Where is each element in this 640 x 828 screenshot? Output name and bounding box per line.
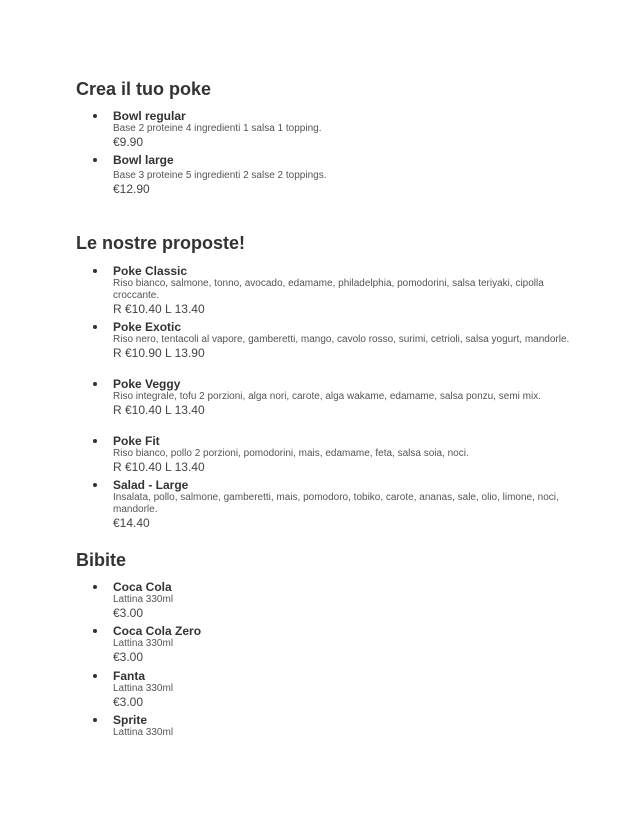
item-name: Fanta xyxy=(113,669,146,683)
section-crea-il-tuo-poke xyxy=(76,79,576,196)
item-price: €3.00 xyxy=(113,606,144,620)
item-description: Insalata, pollo, salmone, gamberetti, mais, pomodoro, tobiko, carote, ananas, sale, olio, limone, noci, mandorle. xyxy=(113,492,559,515)
item-price: R €10.40 L 13.40 xyxy=(113,302,205,316)
item-list xyxy=(76,109,576,196)
item-list xyxy=(76,580,576,739)
item-price: R €10.40 L 13.40 xyxy=(113,460,205,474)
item-name: Poke Classic xyxy=(113,264,188,278)
menu-item xyxy=(76,713,576,739)
item-price: R €10.90 L 13.90 xyxy=(113,346,205,360)
menu-item xyxy=(76,320,576,377)
menu-item xyxy=(76,478,576,530)
menu-item xyxy=(76,153,576,196)
section-title: Le nostre proposte! xyxy=(76,233,246,253)
item-name: Bowl large xyxy=(113,153,174,167)
item-price: €14.40 xyxy=(113,516,150,530)
item-name: Bowl regular xyxy=(113,109,186,123)
item-name: Poke Exotic xyxy=(113,320,182,334)
item-description: Base 3 proteine 5 ingredienti 2 salse 2 toppings. xyxy=(113,170,327,181)
menu-item xyxy=(76,109,576,153)
item-name: Coca Cola xyxy=(113,580,172,594)
section-bibite xyxy=(76,550,576,739)
item-description: Lattina 330ml xyxy=(113,727,174,738)
item-price: €3.00 xyxy=(113,695,144,709)
item-list xyxy=(76,264,576,530)
section-title: Crea il tuo poke xyxy=(76,79,212,99)
item-description: Lattina 330ml xyxy=(113,594,174,605)
item-price: €9.90 xyxy=(113,135,144,149)
item-name: Coca Cola Zero xyxy=(113,624,202,638)
section-title: Bibite xyxy=(76,550,127,570)
menu-item xyxy=(76,264,576,320)
item-description: Lattina 330ml xyxy=(113,638,174,649)
item-price: R €10.40 L 13.40 xyxy=(113,403,205,417)
item-name: Poke Fit xyxy=(113,434,160,448)
item-name: Sprite xyxy=(113,713,148,727)
menu-item xyxy=(76,624,576,669)
item-description: Base 2 proteine 4 ingredienti 1 salsa 1 topping. xyxy=(113,123,322,134)
item-description: Riso nero, tentacoli al vapore, gamberetti, mango, cavolo rosso, surimi, cetrioli, salsa yogurt, mandorle. xyxy=(113,334,570,345)
menu-item xyxy=(76,377,576,434)
item-price: €3.00 xyxy=(113,650,144,664)
menu-item xyxy=(76,580,576,624)
item-price: €12.90 xyxy=(113,182,150,196)
item-name: Salad - Large xyxy=(113,478,189,492)
item-description: Riso bianco, pollo 2 porzioni, pomodorini, mais, edamame, feta, salsa soia, noci. xyxy=(113,448,469,459)
menu-item xyxy=(76,434,576,478)
section-le-nostre-proposte xyxy=(76,233,576,530)
item-description: Lattina 330ml xyxy=(113,683,174,694)
menu-item xyxy=(76,669,576,713)
item-name: Poke Veggy xyxy=(113,377,181,391)
item-description: Riso integrale, tofu 2 porzioni, alga nori, carote, alga wakame, edamame, salsa ponzu, semi mix. xyxy=(113,391,541,402)
item-description: Riso bianco, salmone, tonno, avocado, edamame, philadelphia, pomodorini, salsa teriyaki, cipolla croccante. xyxy=(113,278,544,301)
